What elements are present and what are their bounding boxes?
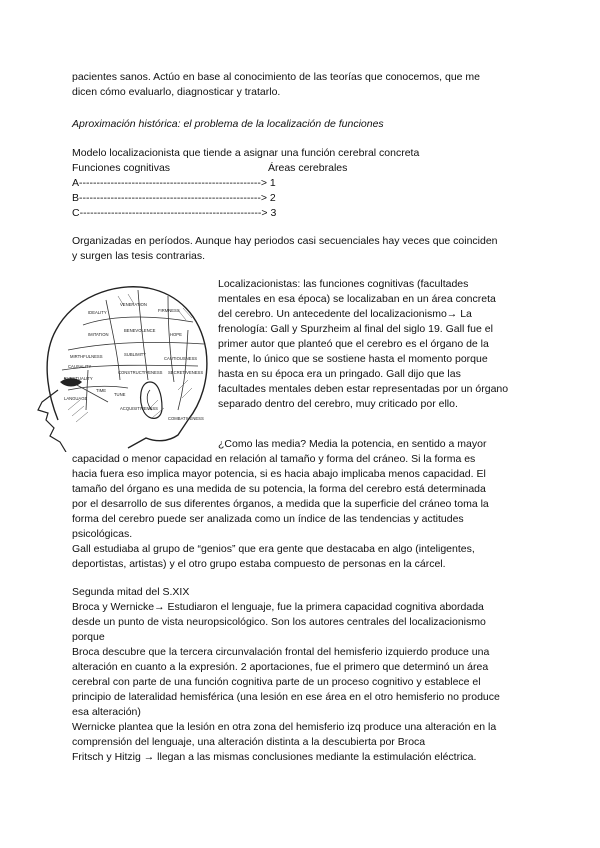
text-line: forma del cerebro puede ser analizada como un índice de las tendencias y actitudes — [72, 513, 464, 525]
svg-text:TIME: TIME — [96, 388, 107, 393]
text-line: deportistas, artistas) y el otro grupo estaba compuesto de personas en la cárcel. — [72, 558, 446, 570]
text-line: Localizacionistas: las funciones cognitivas (facultades — [218, 278, 469, 290]
phrenology-head-svg — [28, 270, 216, 452]
svg-text:TUNE: TUNE — [114, 392, 126, 397]
localizacionistas-paragraph — [218, 277, 518, 412]
text-line: mente, lo único que se sostiene hasta el momento porque — [218, 353, 488, 365]
svg-text:SUBLIMITY: SUBLIMITY — [124, 352, 147, 357]
como-media-paragraph — [72, 452, 532, 572]
text-line: dicen cómo evaluarlo, diagnosticar y tratarlo. — [72, 86, 281, 98]
text-line: frenología: Gall y Spurzheim al final del siglo 19. Gall fue el — [218, 323, 493, 335]
model-rows — [72, 176, 532, 221]
text-line: cerebral con parte de una función cognitiva parte de un proceso cognitivo y establece el — [72, 676, 481, 688]
svg-text:ACQUISITIVENESS: ACQUISITIVENESS — [120, 406, 158, 411]
model-row: B----------------------------------------------------> 2 — [72, 192, 276, 204]
segunda-mitad-section — [72, 585, 532, 765]
text-line: Wernicke plantea que la lesión en otra zona del hemisferio izq produce una alteración en la — [72, 721, 497, 733]
text-line: primer autor que planteó que el cerebro es el órgano de la — [218, 338, 489, 350]
svg-text:CONSTRUCTIVENESS: CONSTRUCTIVENESS — [118, 370, 163, 375]
phrenology-head-illustration — [28, 270, 216, 452]
text-line: principio de lateralidad hemisférica (una lesión en ese área en el otro hemisferio no produce — [72, 691, 500, 703]
text-line: separado dentro del cerebro, muy criticado por ello. — [218, 398, 458, 410]
text-line: hacia fuera eso implica mayor potencia, si es hacia abajo implicaba menos capacidad. El — [72, 468, 486, 480]
svg-text:VENERATION: VENERATION — [120, 302, 147, 307]
svg-text:HOPE: HOPE — [170, 332, 182, 337]
svg-text:BENEVOLENCE: BENEVOLENCE — [124, 328, 156, 333]
como-media-first-line: ¿Como las media? Media la potencia, en sentido a mayor — [218, 438, 487, 450]
model-title: Modelo localizacionista que tiende a asignar una función cerebral concreta — [72, 147, 420, 159]
text-line: capacidad o menor capacidad en relación al tamaño y forma del cráneo. Si la forma es — [72, 453, 476, 465]
text-line: Fritsch y Hitzig → llegan a las mismas conclusiones mediante la estimulación eléctrica. — [72, 751, 477, 763]
section-subheading: Segunda mitad del S.XIX — [72, 586, 190, 598]
svg-text:CAUSALITY: CAUSALITY — [68, 364, 92, 369]
model-col-right: Áreas cerebrales — [268, 162, 348, 174]
text-line: Broca y Wernicke→ Estudiaron el lenguaje, fue la primera capacidad cognitiva abordada — [72, 601, 484, 613]
text-line: por el desarrollo de sus diferentes órganos, a medida que la superficie del cráneo toma la — [72, 498, 489, 510]
text-line: psicológicas. — [72, 528, 133, 540]
text-line: porque — [72, 631, 105, 643]
text-line: Organizadas en períodos. Aunque hay periodos casi secuenciales hay veces que coinciden — [72, 235, 498, 247]
text-line: Broca descubre que la tercera circunvalación frontal del hemisferio izquierdo produce una — [72, 646, 490, 658]
svg-text:MIRTHFULNESS: MIRTHFULNESS — [70, 354, 103, 359]
text-line: Gall estudiaba al grupo de “genios” que era gente que destacaba en algo (inteligentes, — [72, 543, 475, 555]
text-line: desde un punto de vista neuropsicológico. Son los autores centrales del localizacionismo — [72, 616, 486, 628]
periods-paragraph — [72, 234, 532, 264]
section-heading: Aproximación histórica: el problema de la localización de funciones — [72, 118, 384, 130]
text-line: alteración en cuanto a la expresión. 2 aportaciones, fue el primero que determinó un área — [72, 661, 489, 673]
svg-text:CAUTIOUSNESS: CAUTIOUSNESS — [164, 356, 198, 361]
svg-text:EVENTUALITY: EVENTUALITY — [64, 376, 93, 381]
text-line: pacientes sanos. Actúo en base al conocimiento de las teorías que conocemos, que me — [72, 71, 481, 83]
svg-text:IMITATION: IMITATION — [88, 332, 109, 337]
svg-text:COMBATIVENESS: COMBATIVENESS — [168, 416, 204, 421]
text-line: esa alteración) — [72, 706, 141, 718]
model-col-left: Funciones cognitivas — [72, 162, 171, 174]
model-row: C----------------------------------------------------> 3 — [72, 207, 277, 219]
text-line: hasta en su época era un pringado. Gall dijo que las — [218, 368, 461, 380]
text-line: tamaño del órgano es una medida de su potencia, la forma del cerebro está determinada — [72, 483, 486, 495]
svg-text:FIRMNESS: FIRMNESS — [158, 308, 180, 313]
svg-text:IDEALITY: IDEALITY — [88, 310, 107, 315]
text-line: comprensión del lenguaje, una alteración distinta a la descubierta por Broca — [72, 736, 426, 748]
text-line: mentales en esa época) se localizaban en un área concreta — [218, 293, 496, 305]
svg-text:LANGUAGE: LANGUAGE — [64, 396, 88, 401]
model-row: A----------------------------------------------------> 1 — [72, 177, 276, 189]
text-line: del cerebro. Un antecedente del localizacionismo→ La — [218, 308, 472, 320]
text-line: facultades mentales deben estar representadas por un órgano — [218, 383, 509, 395]
svg-text:SECRETIVENESS: SECRETIVENESS — [168, 370, 204, 375]
text-line: y surgen las tesis contrarias. — [72, 250, 206, 262]
intro-paragraph — [72, 70, 532, 100]
